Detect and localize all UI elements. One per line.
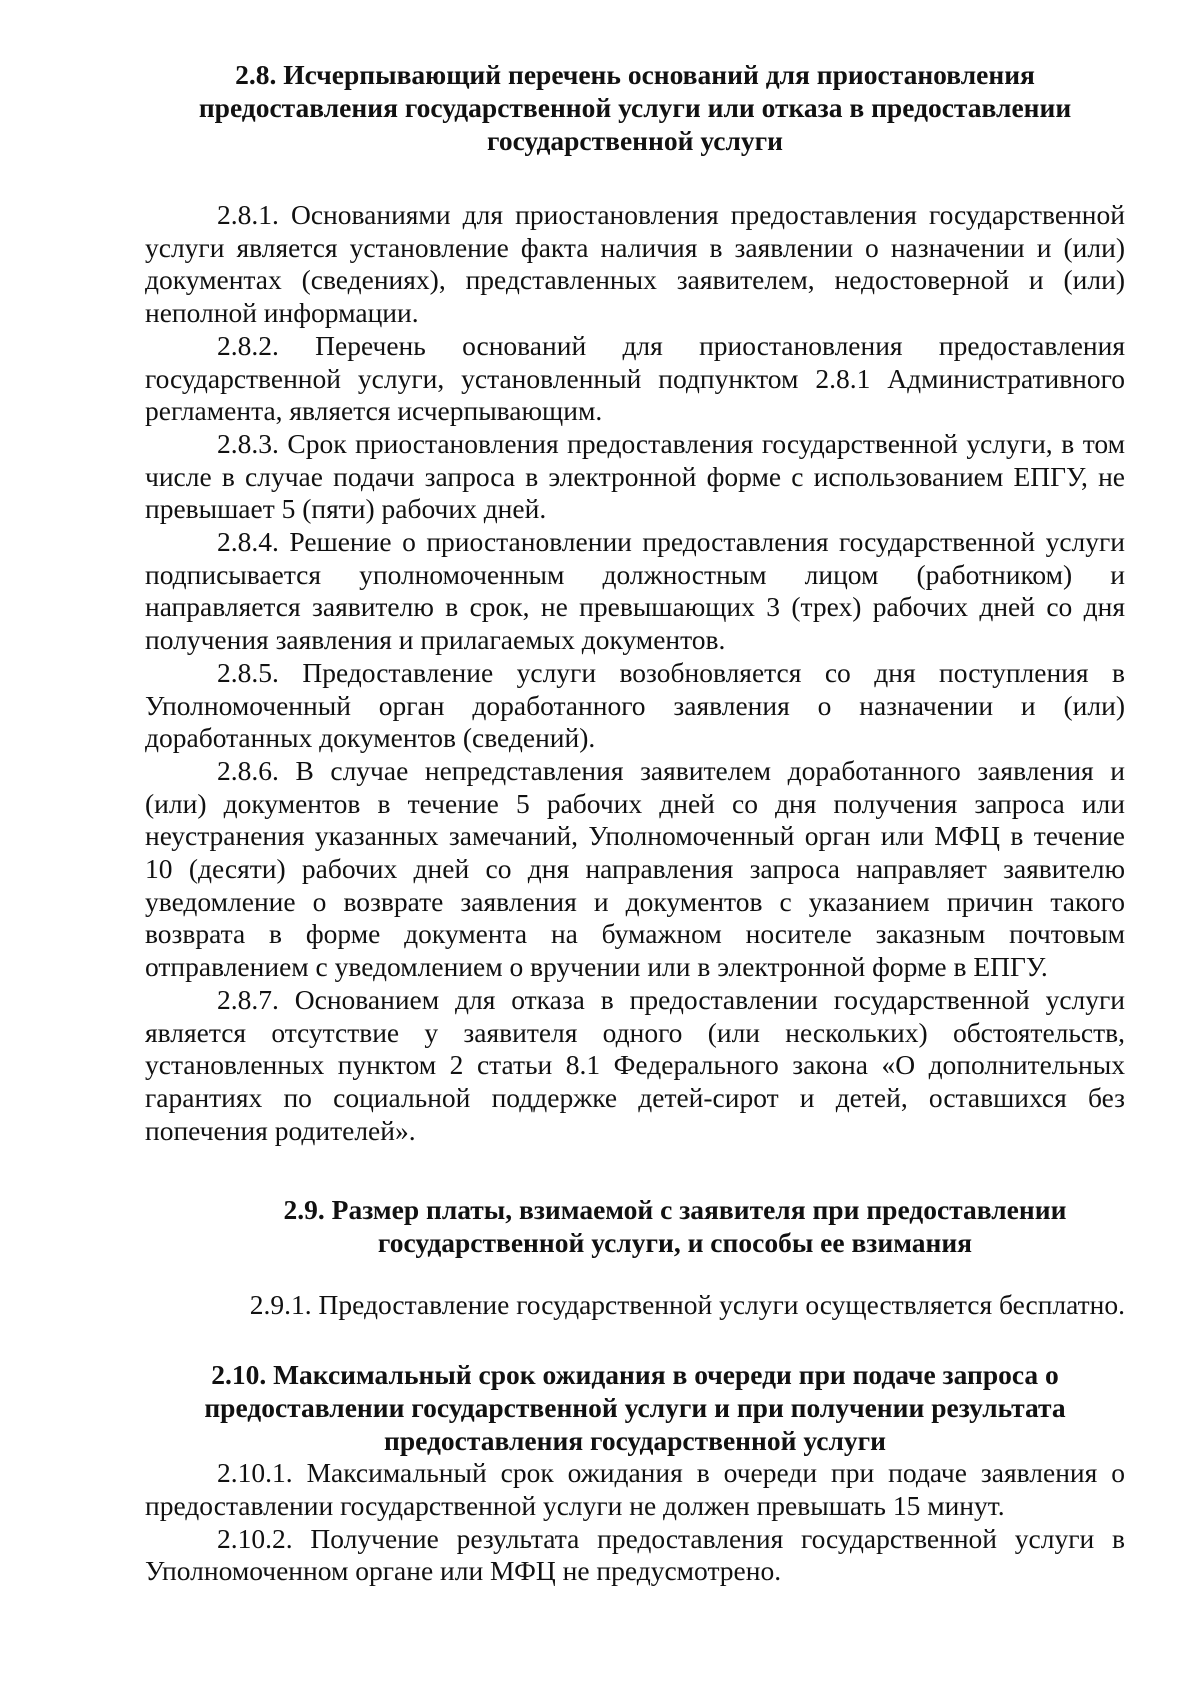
paragraph-2-10-2: 2.10.2. Получение результата предоставления государственной услуги в Уполномоченном органе или МФЦ не предусмотрено.	[145, 1522, 1125, 1587]
paragraph-2-8-3: 2.8.3. Срок приостановления предоставления государственной услуги, в том числе в случае подачи запроса в электронной форме с использованием ЕПГУ, не превышает 5 (пяти) рабочих дней.	[145, 427, 1125, 525]
paragraph-2-8-2: 2.8.2. Перечень оснований для приостановления предоставления государственной услуги, установленный подпунктом 2.8.1 Административного регламента, является исчерпывающим.	[145, 329, 1125, 427]
paragraph-2-9-1: 2.9.1. Предоставление государственной услуги осуществляется бесплатно.	[249, 1289, 1125, 1321]
paragraph-2-8-1: 2.8.1. Основаниями для приостановления предоставления государственной услуги является установление факта наличия в заявлении о назначении и (или) документах (сведениях), представленных заявителем, недостоверной и (или) неполной информации.	[145, 199, 1125, 329]
paragraph-2-8-7: 2.8.7. Основанием для отказа в предоставлении государственной услуги является отсутствие у заявителя одного (или нескольких) обстоятельств, установленных пунктом 2 статьи 8.1 Федерального закона «О дополнительных гарантиях по социальной поддержке детей-сирот и детей, оставшихся без попечения родителей».	[145, 983, 1125, 1146]
section-body-2-9	[145, 1289, 1125, 1322]
section-title-2-8: 2.8. Исчерпывающий перечень оснований для приостановления предоставления государственной услуги или отказа в предоставлении государственной услуги	[198, 59, 1072, 156]
paragraph-2-8-6: 2.8.6. В случае непредставления заявителем доработанного заявления и (или) документов в течение 5 рабочих дней со дня получения запроса или неустранения указанных замечаний, Уполномоченный орган или МФЦ в течение 10 (десяти) рабочих дней со дня направления запроса направляет заявителю уведомление о возврате заявления и документов с указанием причин такого возврата в форме документа на бумажном носителе заказным почтовым отправлением с уведомлением о вручении или в электронной форме в ЕПГУ.	[145, 754, 1125, 983]
paragraph-2-8-5: 2.8.5. Предоставление услуги возобновляется со дня поступления в Уполномоченный орган доработанного заявления о назначении и (или) доработанных документов (сведений).	[145, 656, 1125, 754]
paragraph-2-8-4: 2.8.4. Решение о приостановлении предоставления государственной услуги подписывается уполномоченным должностным лицом (работником) и направляется заявителю в срок, не превышающих 3 (трех) рабочих дней со дня получения заявления и прилагаемых документов.	[145, 526, 1125, 656]
section-body-2-8	[145, 199, 1125, 1147]
paragraph-2-10-1: 2.10.1. Максимальный срок ожидания в очереди при подаче заявления о предоставлении государственной услуги не должен превышать 15 минут.	[145, 1457, 1125, 1521]
section-title-2-10: 2.10. Максимальный срок ожидания в очереди при подаче запроса о предоставлении государственной услуги и при получении результата предоставления государственной услуги	[204, 1359, 1066, 1457]
section-title-2-9: 2.9. Размер платы, взимаемой с заявителя при предоставлении государственной услуги, и способы ее взимания	[283, 1194, 1067, 1259]
section-body-2-10	[145, 1457, 1125, 1588]
document-page	[145, 58, 1125, 1588]
